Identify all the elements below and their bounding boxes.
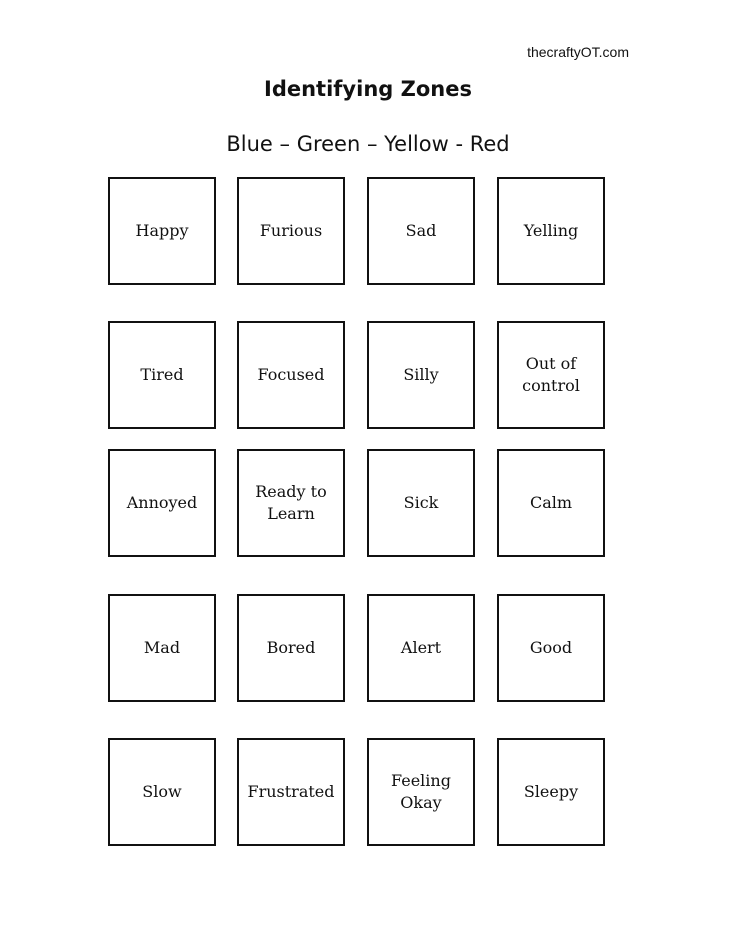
emotion-card: [108, 594, 216, 702]
emotion-card: [367, 177, 475, 285]
emotion-card-label: Mad: [143, 638, 181, 657]
emotion-card: [237, 177, 345, 285]
emotion-card-label: Frustrated: [247, 782, 335, 801]
website-label: thecraftyOT.com: [527, 44, 629, 60]
emotion-card-label: Happy: [135, 221, 189, 240]
emotion-card-label: Calm: [529, 493, 573, 512]
emotion-card-label: Sick: [403, 493, 439, 512]
emotion-card-label: Sleepy: [523, 782, 579, 801]
emotion-card-label: Alert: [400, 638, 442, 657]
emotion-card-label: Annoyed: [126, 493, 198, 512]
emotion-card-label: Bored: [266, 638, 316, 657]
emotion-card-label: Feeling Okay: [391, 771, 451, 812]
emotion-card: [367, 594, 475, 702]
emotion-card: [108, 738, 216, 846]
emotion-card: [108, 449, 216, 557]
emotion-card-label: Slow: [142, 782, 182, 801]
emotion-card-label: Sad: [405, 221, 437, 240]
emotion-card-label: Out of control: [522, 354, 580, 395]
emotion-card-label: Focused: [257, 365, 325, 384]
emotion-card-label: Ready to Learn: [255, 482, 327, 523]
emotion-card-label: Yelling: [523, 221, 579, 240]
emotion-card: [367, 321, 475, 429]
emotion-card-label: Good: [529, 638, 573, 657]
emotion-card: [497, 177, 605, 285]
emotion-card: [497, 321, 605, 429]
emotion-card: [237, 321, 345, 429]
emotion-card: [237, 594, 345, 702]
emotion-card-label: Tired: [140, 365, 184, 384]
emotion-card: [367, 449, 475, 557]
emotion-card: [367, 738, 475, 846]
emotion-card: [497, 738, 605, 846]
emotion-card-label: Silly: [403, 365, 439, 384]
emotion-card: [497, 594, 605, 702]
zones-subtitle: Blue – Green – Yellow - Red: [226, 132, 510, 156]
emotion-card: [108, 321, 216, 429]
page-title: Identifying Zones: [264, 77, 472, 101]
emotion-card-label: Furious: [259, 221, 323, 240]
emotion-card: [497, 449, 605, 557]
emotion-card: [237, 449, 345, 557]
emotion-card: [108, 177, 216, 285]
emotion-card: [237, 738, 345, 846]
